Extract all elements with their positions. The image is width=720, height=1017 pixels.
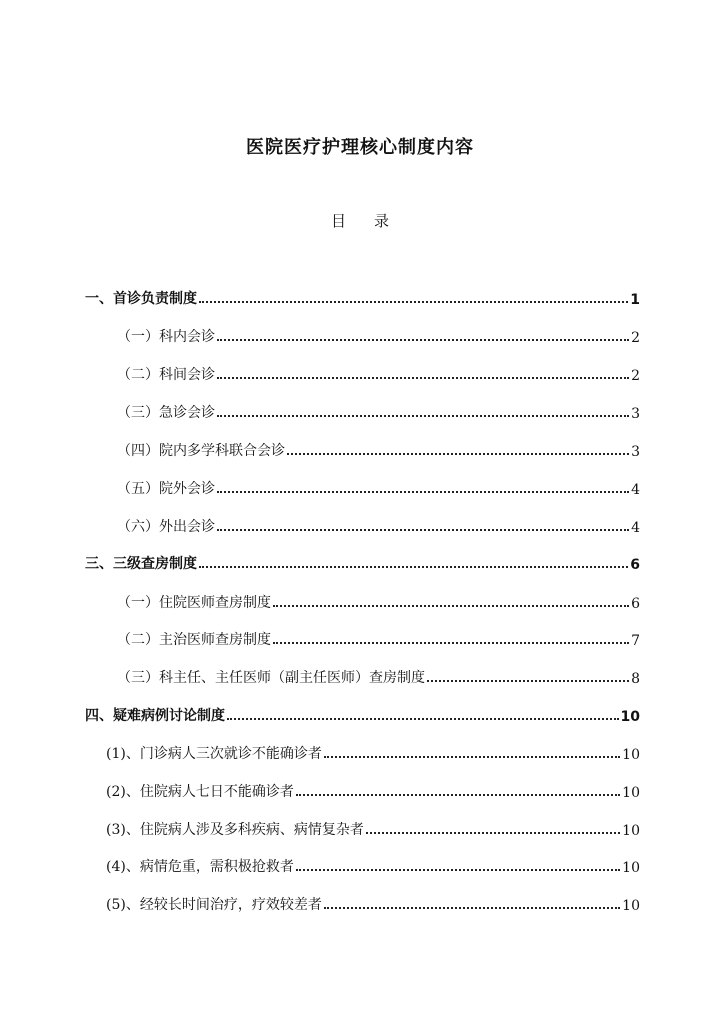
toc-entry-page: 1 <box>630 292 640 308</box>
toc-entry-label: 三、三级查房制度 <box>85 556 197 572</box>
toc-entry-label: （二）主治医师查房制度 <box>117 632 271 648</box>
toc-entry[interactable] <box>117 396 640 422</box>
toc-entry-page: 3 <box>631 406 640 422</box>
toc-entry[interactable] <box>117 358 640 384</box>
toc-entry[interactable] <box>117 510 640 536</box>
toc-entry-label: (5)、经较长时间治疗，疗效较差者 <box>106 897 322 913</box>
toc-entry[interactable] <box>117 472 640 498</box>
toc-leader <box>296 869 620 871</box>
toc-entry-label: （三）科主任、主任医师（副主任医师）查房制度 <box>117 670 425 686</box>
toc-leader <box>199 301 628 303</box>
toc-leader <box>217 529 629 531</box>
toc-entry-page: 2 <box>631 368 640 384</box>
toc-entry-page: 10 <box>620 709 640 725</box>
toc-entry-label: （四）院内多学科联合会诊 <box>117 443 285 459</box>
toc-leader <box>287 453 629 455</box>
toc-leader <box>199 566 628 568</box>
toc-entry-label: 四、疑难病例讨论制度 <box>85 708 225 724</box>
toc-entry-label: (4)、病情危重，需积极抢救者 <box>106 859 294 875</box>
toc-entry-page: 4 <box>631 520 640 536</box>
toc-leader <box>217 491 629 493</box>
toc-entry[interactable] <box>106 888 640 914</box>
toc-entry-page: 6 <box>630 557 640 573</box>
toc-entry[interactable] <box>106 737 640 763</box>
toc-entry-page: 7 <box>631 633 640 649</box>
toc-entry-page: 10 <box>622 747 640 763</box>
toc-leader <box>296 794 620 796</box>
toc-leader <box>427 680 629 682</box>
toc-entry-label: （一）住院医师查房制度 <box>117 595 271 611</box>
toc-entry-label: (2)、住院病人七日不能确诊者 <box>106 784 294 800</box>
toc-heading <box>0 210 720 231</box>
toc-entry-page: 10 <box>622 823 640 839</box>
toc-leader <box>273 642 629 644</box>
toc-entry[interactable] <box>117 661 640 687</box>
toc-entry[interactable] <box>85 699 640 725</box>
toc-entry-page: 4 <box>631 482 640 498</box>
toc-entry[interactable] <box>85 282 640 308</box>
toc-entry-page: 10 <box>622 785 640 801</box>
toc-leader <box>366 832 620 834</box>
toc-entry-label: （六）外出会诊 <box>117 519 215 535</box>
document-title: 医院医疗护理核心制度内容 <box>246 137 474 158</box>
toc-entry-label: (1)、门诊病人三次就诊不能确诊者 <box>106 746 322 762</box>
toc-entry[interactable] <box>106 775 640 801</box>
toc-leader <box>217 339 629 341</box>
toc-entry-label: （一）科内会诊 <box>117 329 215 345</box>
toc-entry[interactable] <box>117 623 640 649</box>
toc-entry-page: 10 <box>622 860 640 876</box>
toc-entry[interactable] <box>117 320 640 346</box>
toc-entry-page: 8 <box>631 671 640 687</box>
toc-leader <box>324 756 620 758</box>
toc-entry-page: 3 <box>631 444 640 460</box>
toc-entry-label: （五）院外会诊 <box>117 481 215 497</box>
toc-heading-char-1: 目 <box>330 212 346 230</box>
toc-entry-page: 6 <box>631 596 640 612</box>
toc-entry[interactable] <box>117 586 640 612</box>
toc-entry-label: 一、首诊负责制度 <box>85 291 197 307</box>
toc-leader <box>217 377 629 379</box>
toc-leader <box>227 718 619 720</box>
toc-entry[interactable] <box>85 547 640 573</box>
toc-leader <box>217 415 629 417</box>
toc-leader <box>273 605 629 607</box>
toc-entry-page: 2 <box>631 330 640 346</box>
toc-entry[interactable] <box>106 813 640 839</box>
toc-entry[interactable] <box>117 434 640 460</box>
toc-entry-label: （二）科间会诊 <box>117 367 215 383</box>
toc-entry-label: (3)、住院病人涉及多科疾病、病情复杂者 <box>106 822 364 838</box>
toc-leader <box>324 907 620 909</box>
toc-entry-label: （三）急诊会诊 <box>117 405 215 421</box>
toc-heading-char-2: 录 <box>374 212 390 230</box>
toc-entry[interactable] <box>106 850 640 876</box>
toc-entry-page: 10 <box>622 898 640 914</box>
